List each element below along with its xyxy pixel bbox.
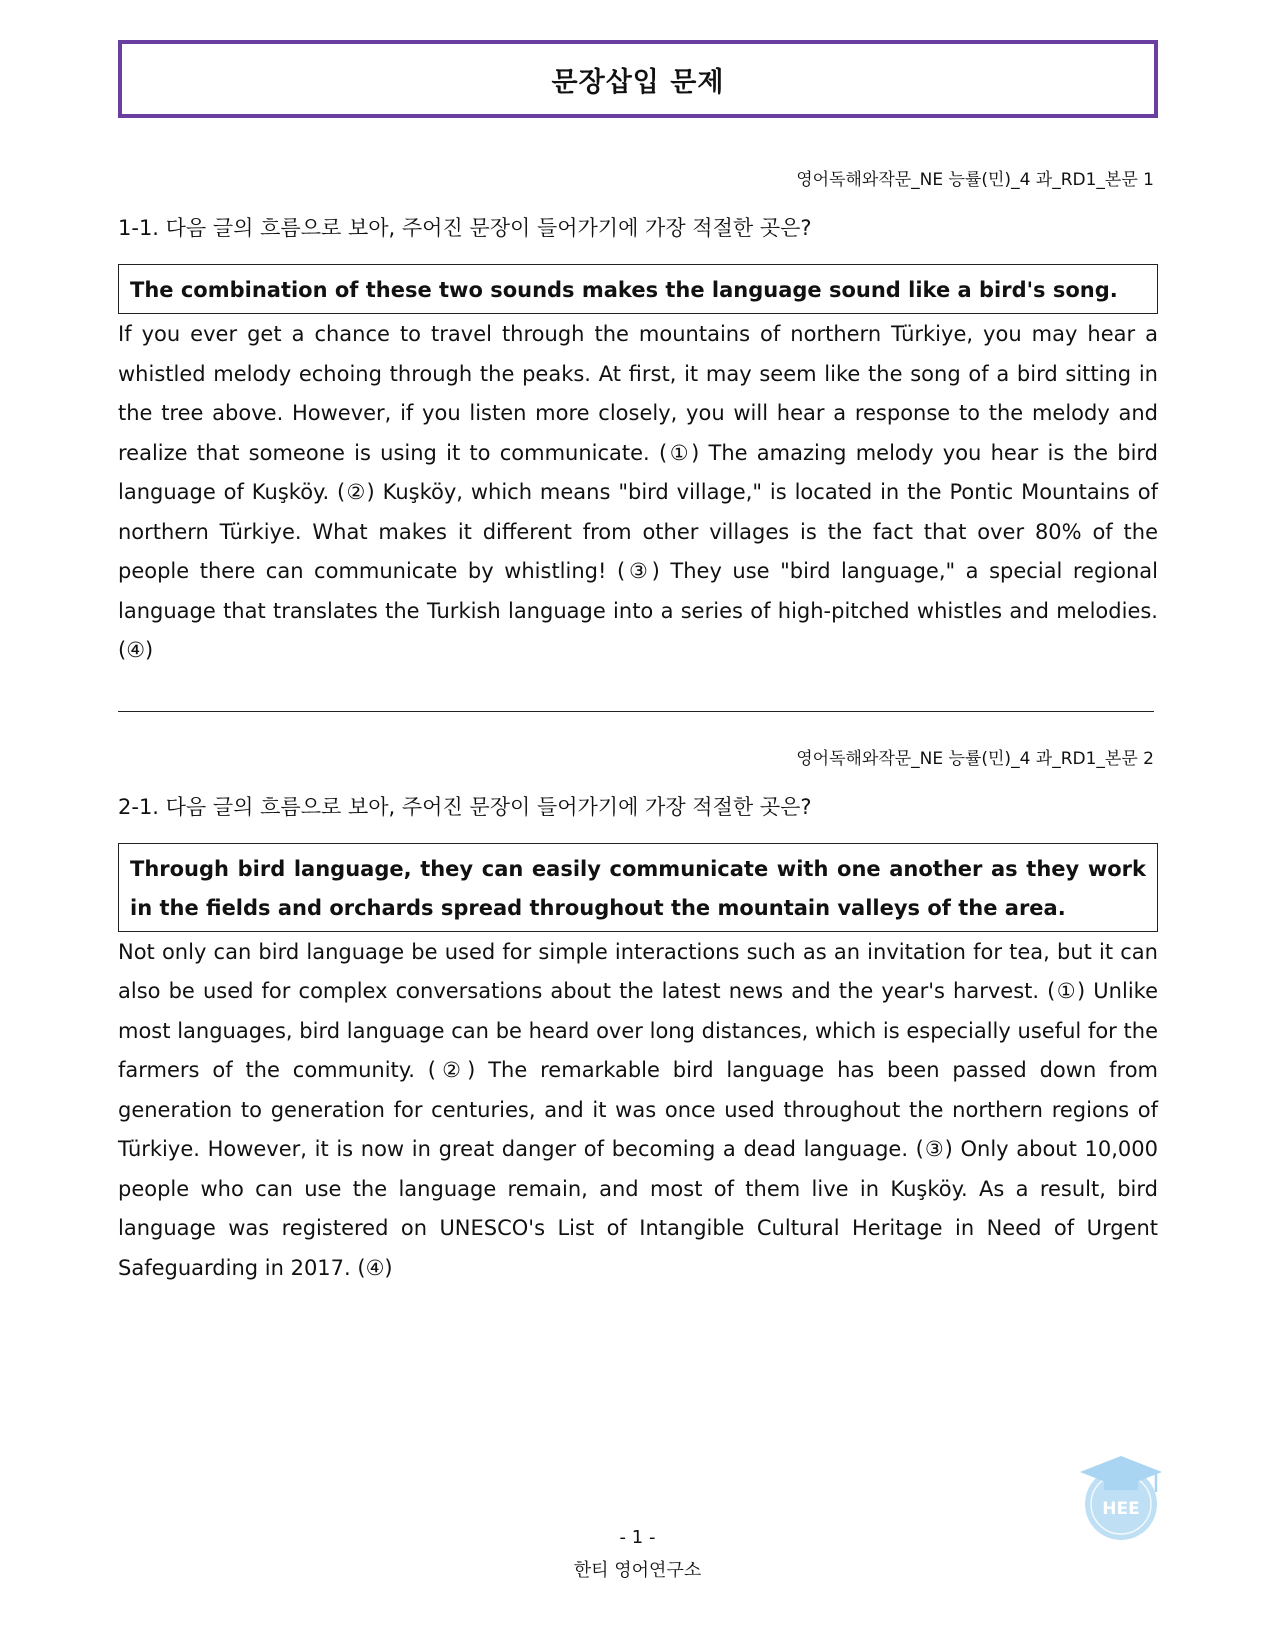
page-number: - 1 - <box>619 1527 656 1548</box>
question-2-source: 영어독해와작문_NE 능률(민)_4 과_RD1_본문 2 <box>796 748 1154 769</box>
institute-name: 한티 영어연구소 <box>573 1560 702 1581</box>
section-divider <box>118 711 1154 712</box>
question-1-given-sentence: The combination of these two sounds makes the language sound like a bird's song. <box>118 264 1158 314</box>
question-2-given-sentence: Through bird language, they can easily communicate with one another as they work in the fields and orchards spread throughout the mountain valleys of the area. <box>118 843 1158 932</box>
title-box <box>118 40 1158 118</box>
question-2-prompt: 2-1. 다음 글의 흐름으로 보아, 주어진 문장이 들어가기에 가장 적절한 곳은? <box>118 794 812 819</box>
question-2-passage: Not only can bird language be used for simple interactions such as an invitation for tea, but it can also be used for complex conversations about the latest news and the year's harvest. (①) Unlike most languages, bird language can be heard over long distances, which is especially useful for the farmers of the community. (②) The remarkable bird language has been passed down from generation to generation for centuries, and it was once used throughout the northern regions of Türkiye. However, it is now in great danger of becoming a dead language. (③) Only about 10,000 people who can use the language remain, and most of them live in Kuşköy. As a result, bird language was registered on UNESCO's List of Intangible Cultural Heritage in Need of Urgent Safeguarding in 2017. (④) <box>118 939 1158 1280</box>
page-title: 문장삽입 문제 <box>551 66 725 98</box>
document-page <box>118 40 1158 1288</box>
question-1-source: 영어독해와작문_NE 능률(민)_4 과_RD1_본문 1 <box>796 170 1154 190</box>
question-1-passage: If you ever get a chance to travel through the mountains of northern Türkiye, you may hear a whistled melody echoing through the peaks. At first, it may seem like the song of a bird sitting in the tree above. However, if you listen more closely, you will hear a response to the melody and realize that someone is using it to communicate. (①) The amazing melody you hear is the bird language of Kuşköy. (②) Kuşköy, which means "bird village," is located in the Pontic Mountains of northern Türkiye. What makes it different from other villages is the fact that over 80% of the people there can communicate by whistling! (③) They use "bird language," a special regional language that translates the Turkish language into a series of high-pitched whistles and melodies. (④) <box>118 322 1158 662</box>
logo-text: HEE <box>1102 1499 1140 1519</box>
question-1-prompt: 1-1. 다음 글의 흐름으로 보아, 주어진 문장이 들어가기에 가장 적절한 곳은? <box>118 216 812 240</box>
